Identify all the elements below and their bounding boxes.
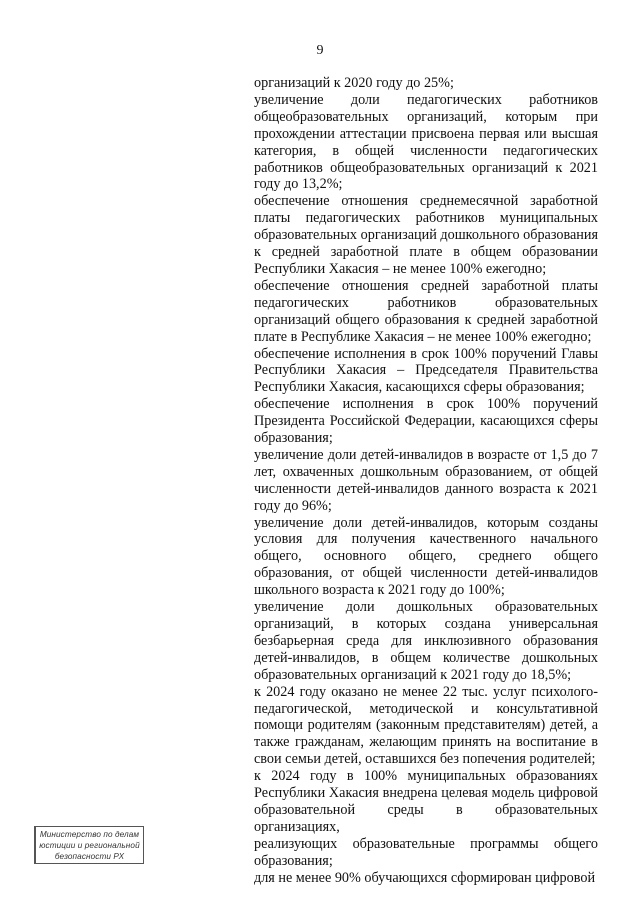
text-line: организаций, в которых создана универсальная — [254, 616, 598, 632]
text-line: плате в Республике Хакасия – не менее 100% ежегодно; — [254, 328, 592, 345]
list-item — [254, 447, 598, 515]
list-item — [254, 599, 598, 684]
list-item — [254, 396, 598, 447]
text-line: Республики Хакасия – Председателя Правительства — [254, 362, 598, 379]
text-line: прохождении аттестации присвоена первая или высшая — [254, 125, 598, 142]
text-line: образовательных организаций дошкольного образования — [254, 227, 598, 244]
text-line: обеспечение исполнения в срок 100% поручений Главы — [254, 345, 598, 362]
registration-stamp — [34, 826, 144, 864]
text-line: помощи родителям (законным представителям) детей, а — [254, 717, 598, 734]
stamp-line: юстиции и региональной — [39, 841, 140, 850]
text-line: к средней заработной плате в общем образовании — [254, 244, 598, 261]
text-line: школьного возраста к 2021 году до 100%; — [254, 582, 505, 599]
list-item — [254, 684, 598, 769]
text-line: лет, охваченных дошкольным образованием, от общей — [254, 463, 598, 480]
text-line: увеличение доли дошкольных образовательных — [254, 599, 598, 616]
text-line: педагогических работников образовательных — [254, 294, 598, 311]
text-line: численности детей-инвалидов данного возраста к 2021 — [254, 480, 598, 497]
text-line: увеличение доли детей-инвалидов в возрасте от 1,5 до 7 — [254, 446, 598, 463]
text-line: году до 13,2%; — [254, 176, 343, 193]
text-line: образовательных организаций к 2021 году до 18,5%; — [254, 666, 572, 683]
text-line: общеобразовательных организаций, которым при — [254, 108, 598, 125]
text-line: безбарьерная среда для инклюзивного образования — [254, 632, 598, 649]
text-line: к 2024 году оказано не менее 22 тыс. услуг психолого- — [254, 683, 598, 700]
text-line: увеличение доли детей-инвалидов, которым созданы — [254, 514, 598, 531]
text-line: организаций к 2020 году до 25%; — [254, 75, 454, 91]
text-line: свои семьи детей, оставшихся без попечения родителей; — [254, 751, 596, 768]
text-line: платы педагогических работников муниципальных — [254, 210, 598, 227]
text-line: образования; — [254, 852, 333, 869]
stamp-line: безопасности РХ — [54, 852, 125, 861]
text-line: также гражданам, желающим принять на воспитание в — [254, 734, 598, 751]
list-item — [254, 346, 598, 397]
text-line: для не менее 90% обучающихся сформирован цифровой — [254, 869, 596, 886]
list-item — [254, 278, 598, 346]
text-line: обеспечение отношения средней заработной платы — [254, 277, 598, 294]
document-body — [254, 75, 598, 887]
text-line: работников общеобразовательных организаций к 2021 — [254, 159, 598, 176]
text-line: Президента Российской Федерации, касающихся сферы — [254, 413, 598, 430]
text-line: детей-инвалидов, в общем количестве дошкольных — [254, 649, 598, 666]
text-line: реализующих образовательные программы общего — [254, 835, 598, 852]
stamp-line: Министерство по делам — [39, 830, 140, 839]
list-item — [254, 92, 598, 193]
list-item — [254, 515, 598, 600]
text-line: обеспечение исполнения в срок 100% поручений — [254, 396, 598, 413]
text-line: педагогической, методической и консультативной — [254, 700, 598, 717]
text-line: образования; — [254, 430, 333, 447]
list-item — [254, 193, 598, 278]
page-number: 9 — [316, 43, 324, 58]
text-line: обеспечение отношения среднемесячной заработной — [254, 193, 598, 210]
text-line: общего, основного общего, среднего общего — [254, 548, 598, 565]
text-line: к 2024 году в 100% муниципальных образованиях — [254, 768, 598, 785]
list-item — [254, 75, 598, 92]
list-item — [254, 870, 598, 887]
text-line: Республики Хакасия – не менее 100% ежегодно; — [254, 260, 547, 277]
text-line: образовательной среды в образовательных организациях, — [254, 801, 598, 835]
text-line: году до 96%; — [254, 497, 332, 514]
text-line: образования, от общей численности детей-инвалидов — [254, 565, 598, 582]
list-item — [254, 768, 598, 869]
text-line: организаций общего образования к средней заработной — [254, 311, 598, 328]
text-line: условия для получения качественного начального — [254, 531, 598, 548]
text-line: категория, в общей численности педагогических — [254, 142, 598, 159]
text-line: Республики Хакасия, касающихся сферы образования; — [254, 379, 585, 396]
text-line: Республики Хакасия внедрена целевая модель цифровой — [254, 785, 598, 802]
text-line: увеличение доли педагогических работников — [254, 91, 598, 108]
